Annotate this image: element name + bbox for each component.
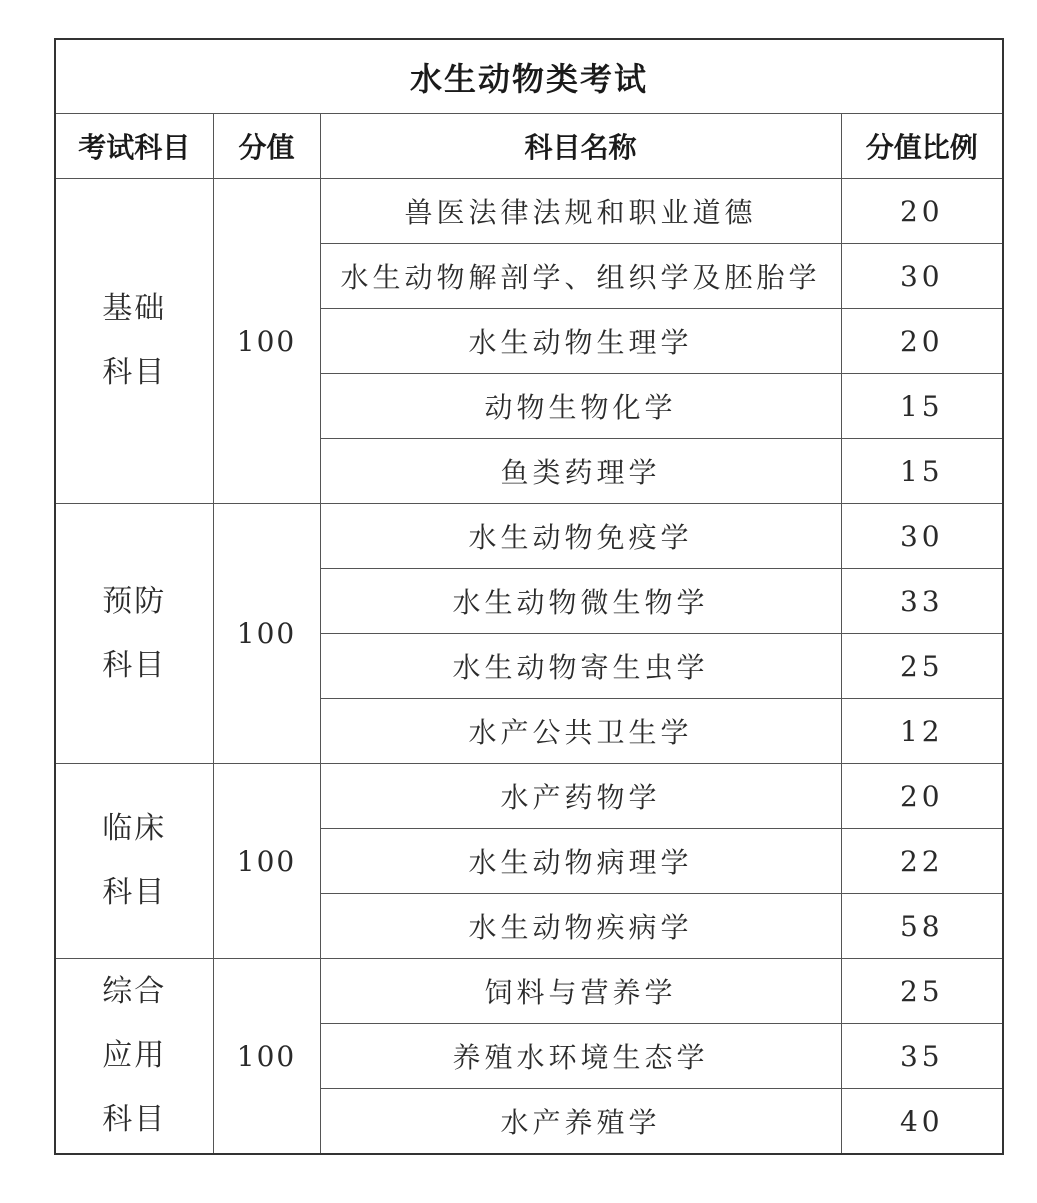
subject-cell: 水产公共卫生学 (320, 699, 841, 764)
category-label-line: 科目 (102, 355, 167, 390)
header-category: 考试科目 (55, 114, 213, 179)
table-row (55, 504, 1003, 569)
header-subject: 科目名称 (320, 114, 841, 179)
table-row (55, 764, 1003, 829)
subject-cell: 水生动物寄生虫学 (320, 634, 841, 699)
category-label-line: 科目 (102, 647, 167, 683)
subject-cell: 水生动物微生物学 (320, 569, 841, 634)
category-label-line: 科目 (102, 1102, 167, 1137)
header-row (55, 114, 1003, 179)
subject-cell: 水产药物学 (320, 764, 841, 829)
ratio-cell: 12 (841, 699, 1003, 764)
ratio-cell: 30 (841, 504, 1003, 569)
category-label-line: 科目 (102, 875, 167, 910)
ratio-cell: 33 (841, 569, 1003, 634)
header-ratio: 分值比例 (841, 114, 1003, 179)
subject-cell: 动物生物化学 (320, 374, 841, 439)
subject-cell: 水生动物疾病学 (320, 894, 841, 959)
score-cell: 100 (213, 764, 320, 959)
title-row (55, 39, 1003, 114)
ratio-cell: 15 (841, 439, 1003, 504)
ratio-cell: 25 (841, 634, 1003, 699)
table-title: 水生动物类考试 (55, 39, 1003, 114)
ratio-cell: 20 (841, 309, 1003, 374)
ratio-cell: 35 (841, 1024, 1003, 1089)
table-body (55, 179, 1003, 1155)
ratio-cell: 15 (841, 374, 1003, 439)
category-cell (55, 179, 213, 504)
ratio-cell: 30 (841, 244, 1003, 309)
category-cell (55, 764, 213, 959)
table-row (55, 959, 1003, 1024)
category-label-line: 预防 (102, 583, 167, 619)
subject-cell: 水生动物解剖学、组织学及胚胎学 (320, 244, 841, 309)
ratio-cell: 20 (841, 179, 1003, 244)
category-label-line: 临床 (102, 811, 167, 846)
ratio-cell: 58 (841, 894, 1003, 959)
category-cell (55, 959, 213, 1155)
score-cell: 100 (213, 959, 320, 1155)
category-label-line: 基础 (102, 291, 167, 326)
subject-cell: 鱼类药理学 (320, 439, 841, 504)
category-cell (55, 504, 213, 764)
score-cell: 100 (213, 179, 320, 504)
subject-cell: 饲料与营养学 (320, 959, 841, 1024)
subject-cell: 水生动物生理学 (320, 309, 841, 374)
table-row (55, 179, 1003, 244)
subject-cell: 水生动物免疫学 (320, 504, 841, 569)
ratio-cell: 25 (841, 959, 1003, 1024)
exam-table (54, 38, 1004, 1155)
ratio-cell: 20 (841, 764, 1003, 829)
subject-cell: 水生动物病理学 (320, 829, 841, 894)
subject-cell: 养殖水环境生态学 (320, 1024, 841, 1089)
ratio-cell: 22 (841, 829, 1003, 894)
category-label-line: 应用 (102, 1038, 167, 1073)
subject-cell: 水产养殖学 (320, 1089, 841, 1155)
subject-cell: 兽医法律法规和职业道德 (320, 179, 841, 244)
header-score: 分值 (213, 114, 320, 179)
score-cell: 100 (213, 504, 320, 764)
ratio-cell: 40 (841, 1089, 1003, 1155)
category-label-line: 综合 (102, 974, 167, 1009)
